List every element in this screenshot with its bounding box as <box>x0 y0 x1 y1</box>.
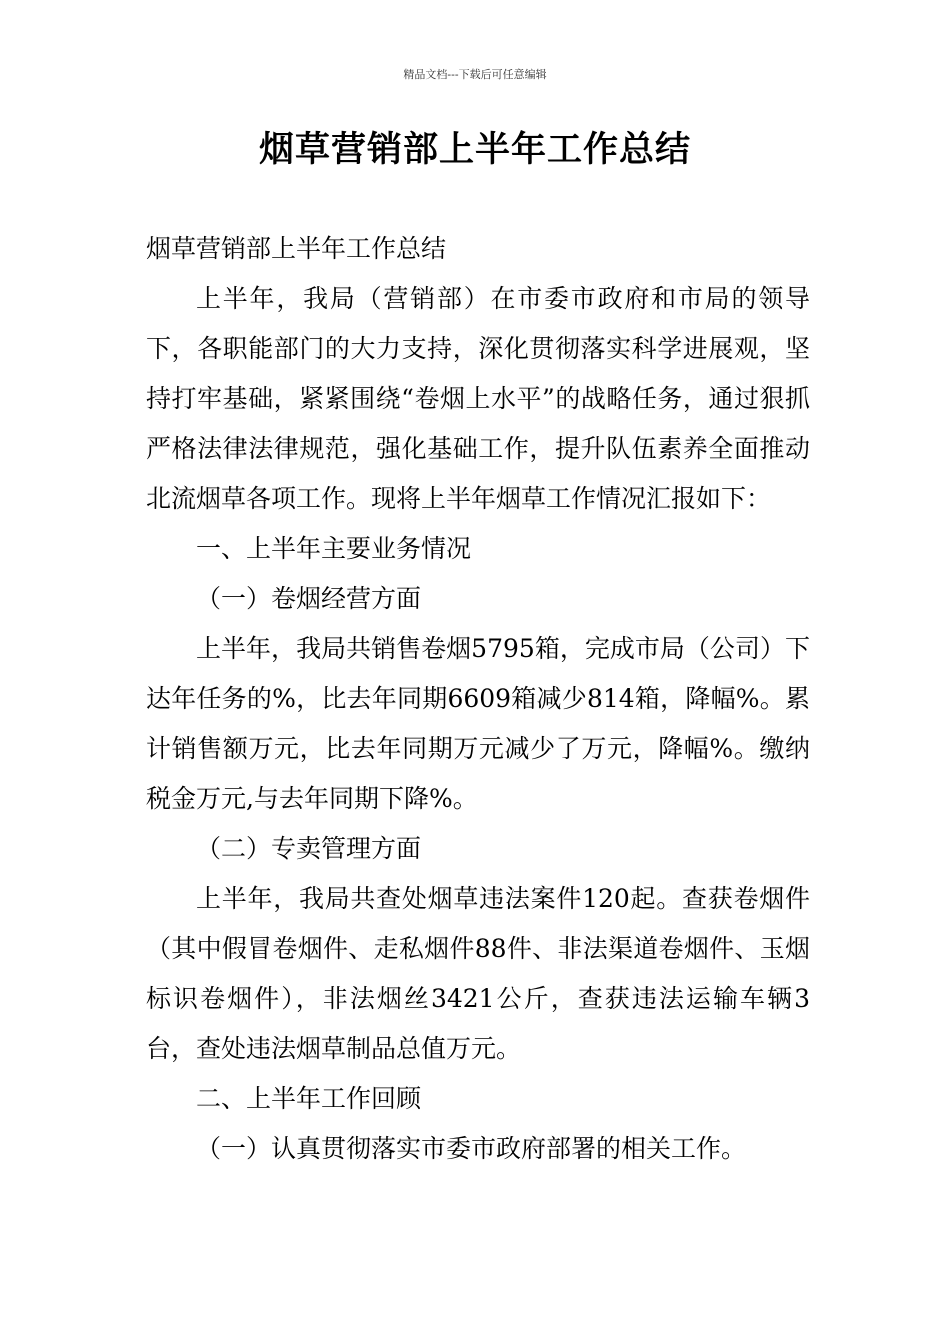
paragraph-enforcement: 上半年，我局共查处烟草违法案件120起。查获卷烟件（其中假冒卷烟件、走私烟件88件、非法渠道卷烟件、玉烟标识卷烟件），非法烟丝3421公斤，查获违法运输车辆3台，查处违法烟草制品总值万元。 <box>146 884 810 1063</box>
paragraph-sales: 上半年，我局共销售卷烟5795箱，完成市局（公司）下达年任务的%，比去年同期6609箱减少814箱，降幅%。累计销售额万元，比去年同期万元减少了万元，降幅%。缴纳税金万元,与去年同期下降%。 <box>146 634 810 813</box>
subsection-heading-2-1: （一）认真贯彻落实市委市政府部署的相关工作。 <box>196 1134 747 1163</box>
subsection-heading-1-2: （二）专卖管理方面 <box>196 834 422 863</box>
paragraph-subtitle: 烟草营销部上半年工作总结 <box>146 234 447 263</box>
paragraph-intro: 上半年，我局（营销部）在市委市政府和市局的领导下，各职能部门的大力支持，深化贯彻落实科学进展观，坚持打牢基础，紧紧围绕“卷烟上水平”的战略任务，通过狠抓严格法律法律规范，强化基础工作，提升队伍素养全面推动北流烟草各项工作。现将上半年烟草工作情况汇报如下： <box>146 284 810 513</box>
section-heading-1: 一、上半年主要业务情况 <box>196 534 472 563</box>
subsection-heading-1-1: （一）卷烟经营方面 <box>196 584 422 613</box>
document-title: 烟草营销部上半年工作总结 <box>258 130 691 170</box>
header-note: 精品文档---下载后可任意编辑 <box>403 68 547 81</box>
section-heading-2: 二、上半年工作回顾 <box>196 1084 422 1113</box>
document-body <box>146 224 810 1174</box>
